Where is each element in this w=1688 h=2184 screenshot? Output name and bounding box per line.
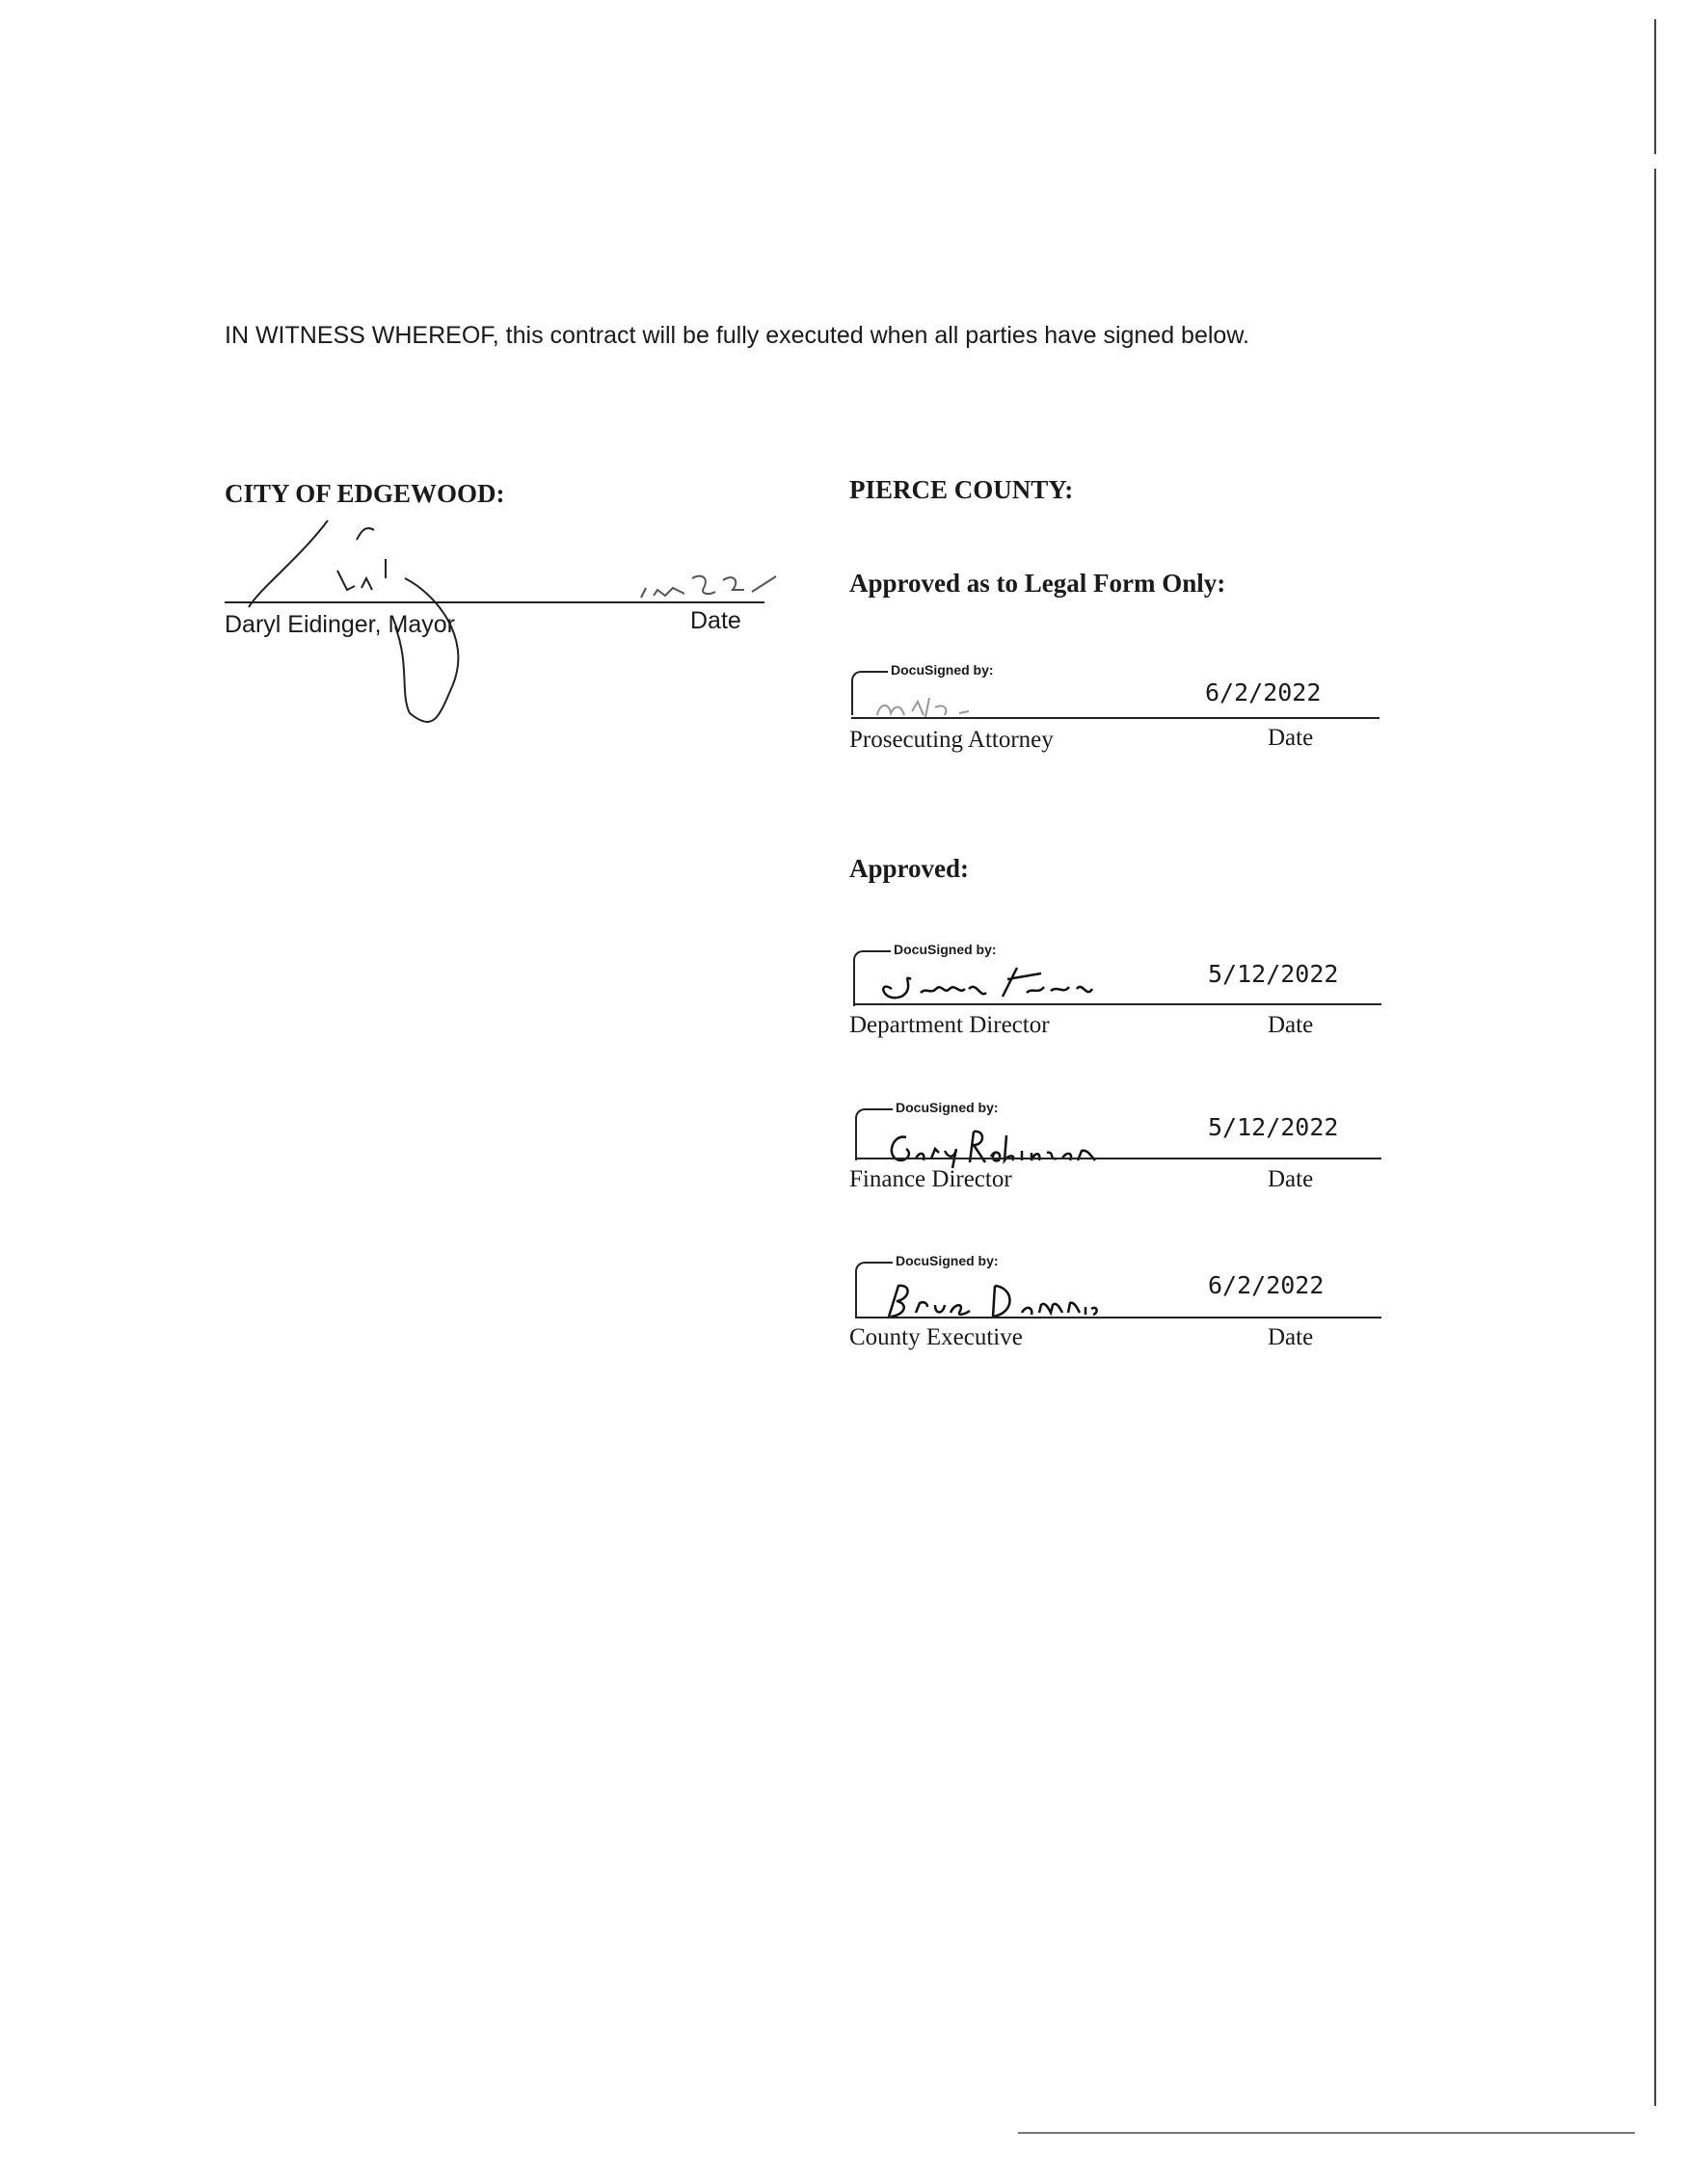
county-executive-role: County Executive [849, 1324, 1023, 1350]
department-director-role: Department Director [849, 1012, 1050, 1038]
finance-director-role: Finance Director [849, 1166, 1012, 1192]
legal-form-heading: Approved as to Legal Form Only: [849, 569, 1226, 598]
attorney-role: Prosecuting Attorney [849, 727, 1054, 753]
county-heading: PIERCE COUNTY: [849, 475, 1074, 504]
finance-director-date-label: Date [1268, 1166, 1314, 1192]
city-heading: CITY OF EDGEWOOD: [225, 479, 505, 508]
finance-director-signature-line [855, 1158, 1381, 1159]
attorney-date-label: Date [1268, 725, 1314, 751]
docusign-label: DocuSigned by: [891, 942, 1000, 957]
docusign-label: DocuSigned by: [893, 1253, 1002, 1268]
department-director-signature [872, 960, 1142, 1008]
department-director-sign-date: 5/12/2022 [1208, 960, 1339, 988]
county-executive-date-label: Date [1268, 1324, 1314, 1350]
attorney-sign-date: 6/2/2022 [1205, 679, 1322, 706]
county-executive-signature-line [855, 1317, 1381, 1318]
mayor-signature-line [225, 601, 764, 603]
docusign-label: DocuSigned by: [888, 662, 997, 678]
scan-edge-line [1654, 169, 1656, 2106]
department-director-signature-line [853, 1003, 1381, 1005]
approved-heading: Approved: [849, 854, 970, 883]
scan-edge-line [1654, 19, 1656, 154]
county-executive-sign-date: 6/2/2022 [1208, 1271, 1325, 1299]
scan-bottom-line [1018, 2132, 1635, 2134]
mayor-date-label: Date [690, 607, 741, 634]
mayor-name: Daryl Eidinger, Mayor [225, 611, 455, 638]
attorney-signature-line [851, 717, 1380, 719]
department-director-date-label: Date [1268, 1012, 1314, 1038]
witness-statement: IN WITNESS WHEREOF, this contract will be fully executed when all parties have signed below. [225, 322, 1249, 349]
docusign-label: DocuSigned by: [893, 1100, 1002, 1115]
finance-director-sign-date: 5/12/2022 [1208, 1113, 1339, 1141]
attorney-signature [868, 686, 1080, 725]
finance-director-signature [877, 1124, 1109, 1172]
